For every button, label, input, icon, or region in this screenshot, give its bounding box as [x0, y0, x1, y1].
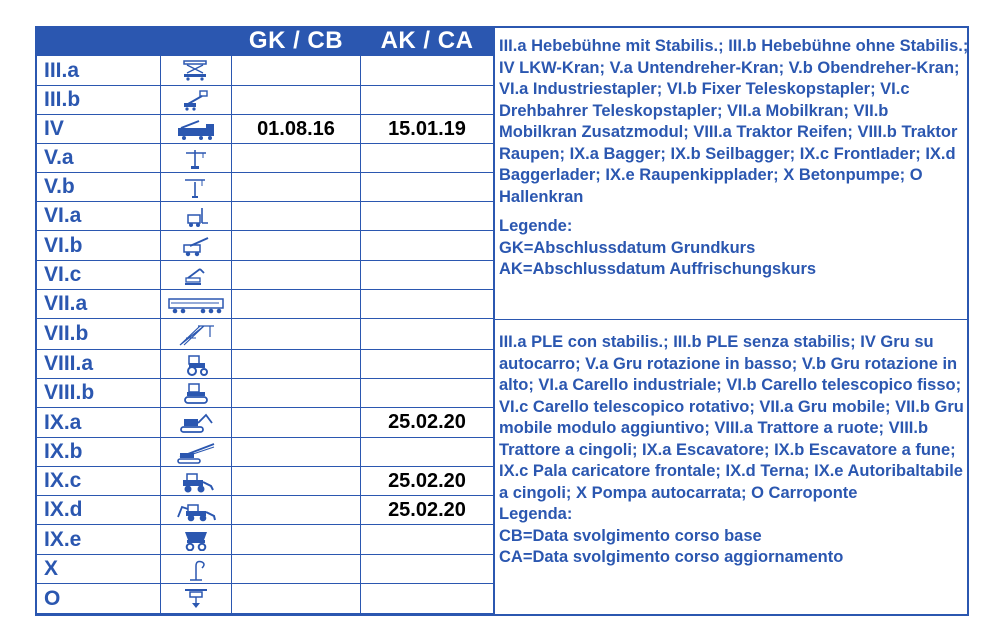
- italian-legend-title: Legenda:: [499, 505, 573, 523]
- ak-date: [361, 261, 494, 290]
- tower-crane-top-icon: [180, 176, 212, 199]
- ak-date: [361, 525, 494, 555]
- ak-date: [361, 231, 494, 261]
- ak-date: 15.01.19: [361, 115, 494, 144]
- category-code: O: [36, 584, 161, 614]
- table-row: [36, 231, 494, 261]
- category-code: IV: [36, 115, 161, 144]
- category-code: X: [36, 555, 161, 584]
- gk-date: [232, 173, 361, 202]
- category-icon-cell: [161, 584, 232, 614]
- ak-date: [361, 438, 494, 467]
- ak-date: 25.02.20: [361, 496, 494, 525]
- category-icon-cell: [161, 231, 232, 261]
- gk-date: [232, 438, 361, 467]
- category-icon-cell: [161, 56, 232, 86]
- table-row: [36, 467, 494, 496]
- ak-date: 25.02.20: [361, 408, 494, 438]
- category-code: VII.b: [36, 319, 161, 350]
- truck-crane-icon: [175, 118, 217, 141]
- header-ak-ca: AK / CA: [361, 27, 494, 56]
- category-code: III.a: [36, 56, 161, 86]
- german-info-panel: [495, 36, 969, 281]
- gk-date: [232, 202, 361, 231]
- wheel-tractor-icon: [180, 353, 212, 376]
- table-row: [36, 555, 494, 584]
- category-code: V.b: [36, 173, 161, 202]
- italian-legend-ca: CA=Data svolgimento corso aggiornamento: [499, 548, 844, 566]
- header-blank-category: [36, 27, 161, 56]
- front-loader-icon: [175, 470, 217, 493]
- gk-date: [232, 350, 361, 379]
- german-legend-title: Legende:: [499, 217, 573, 235]
- italian-legend-cb: CB=Data svolgimento corso base: [499, 526, 762, 545]
- header-blank-icon: [161, 27, 232, 56]
- cable-excavator-icon: [174, 441, 218, 464]
- tower-crane-low-icon: [180, 147, 212, 170]
- ak-date: [361, 350, 494, 379]
- ak-date: [361, 290, 494, 319]
- gk-date: [232, 467, 361, 496]
- category-icon-cell: [161, 261, 232, 290]
- gk-date: [232, 261, 361, 290]
- table-row: [36, 496, 494, 525]
- german-legend-ak: AK=Abschlussdatum Auffrischungskurs: [499, 260, 817, 278]
- ak-date: [361, 319, 494, 350]
- ak-date: [361, 56, 494, 86]
- ak-date: [361, 173, 494, 202]
- table-row: [36, 144, 494, 173]
- category-code: IX.e: [36, 525, 161, 555]
- table-row: [36, 56, 494, 86]
- rotating-telehandler-icon: [180, 264, 212, 287]
- table-row: [36, 379, 494, 408]
- category-icon-cell: [161, 467, 232, 496]
- table-row: [36, 319, 494, 350]
- ak-date: [361, 584, 494, 614]
- gk-date: [232, 379, 361, 408]
- telehandler-icon: [180, 234, 212, 257]
- table-row: [36, 350, 494, 379]
- category-code: III.b: [36, 86, 161, 115]
- category-icon-cell: [161, 496, 232, 525]
- ak-date: [361, 202, 494, 231]
- crawler-tractor-icon: [180, 382, 212, 405]
- category-icon-cell: [161, 319, 232, 350]
- category-code: VI.b: [36, 231, 161, 261]
- german-description: III.a Hebebühne mit Stabilis.; III.b Hebebühne ohne Stabilis.; IV LKW-Kran; V.a Untendreher-Kran; V.b Obendreher-Kran; VI.a Industriestapler; VI.b Fixer Teleskopstapler; VI.c Drehbahrer Teleskopstapler; VII.a Mobilkran; VII.b Mobilkran Zusatzmodul; VIII.a Traktor Reifen; VIII.b Traktor Raupen; IX.a Bagger; IX.b Seilbagger; IX.c Frontlader; IX.d Baggerlader; IX.e Raupenkipplader; X Betonpumpe; O Hallenkran: [499, 37, 969, 206]
- category-icon-cell: [161, 555, 232, 584]
- table-header-row: [36, 27, 494, 56]
- category-code: IX.a: [36, 408, 161, 438]
- concrete-pump-icon: [180, 558, 212, 581]
- ak-date: [361, 144, 494, 173]
- gk-date: [232, 584, 361, 614]
- category-icon-cell: [161, 86, 232, 115]
- gk-date: [232, 56, 361, 86]
- table-row: [36, 408, 494, 438]
- table-row: [36, 584, 494, 614]
- crawler-dumper-icon: [180, 528, 212, 551]
- category-code: IX.b: [36, 438, 161, 467]
- category-icon-cell: [161, 144, 232, 173]
- category-icon-cell: [161, 438, 232, 467]
- language-divider: [495, 319, 969, 320]
- table-row: [36, 173, 494, 202]
- gk-date: 01.08.16: [232, 115, 361, 144]
- table-row: [36, 115, 494, 144]
- gk-date: [232, 290, 361, 319]
- category-icon-cell: [161, 408, 232, 438]
- ak-date: 25.02.20: [361, 467, 494, 496]
- overhead-crane-icon: [180, 587, 212, 610]
- backhoe-loader-icon: [174, 499, 218, 522]
- category-icon-cell: [161, 290, 232, 319]
- ak-date: [361, 86, 494, 115]
- header-gk-cb: GK / CB: [232, 27, 361, 56]
- mobile-crane-icon: [167, 293, 225, 316]
- table-row: [36, 86, 494, 115]
- category-code: IX.d: [36, 496, 161, 525]
- category-icon-cell: [161, 379, 232, 408]
- category-icon-cell: [161, 525, 232, 555]
- gk-date: [232, 144, 361, 173]
- table-row: [36, 290, 494, 319]
- forklift-icon: [180, 205, 212, 228]
- table-row: [36, 261, 494, 290]
- qualification-table: [35, 26, 494, 614]
- table-row: [36, 525, 494, 555]
- category-code: VIII.a: [36, 350, 161, 379]
- italian-description: III.a PLE con stabilis.; III.b PLE senza stabilis; IV Gru su autocarro; V.a Gru rotazione in basso; V.b Gru rotazione in alto; VI.a Carello industriale; VI.b Carello telescopico fisso; VI.c Carello telescopico rotativo; VII.a Gru mobile; VII.b Gru mobile modulo aggiuntivo; VIII.a Trattore a ruote; VIII.b Trattore a cingoli; IX.a Escavatore; IX.b Escavatore a fune; IX.c Pala caricatore frontale; IX.d Terna; IX.e Autoribaltabile a cingoli; X Pompa autocarrata; O Carroponte: [499, 333, 964, 502]
- boom-lift-icon: [180, 89, 212, 112]
- category-icon-cell: [161, 202, 232, 231]
- german-legend-gk: GK=Abschlussdatum Grundkurs: [499, 238, 756, 257]
- scissor-lift-icon: [180, 59, 212, 82]
- category-code: VI.a: [36, 202, 161, 231]
- mobile-crane-module-icon: [174, 323, 218, 346]
- ak-date: [361, 379, 494, 408]
- category-code: V.a: [36, 144, 161, 173]
- gk-date: [232, 231, 361, 261]
- gk-date: [232, 86, 361, 115]
- gk-date: [232, 496, 361, 525]
- category-code: VIII.b: [36, 379, 161, 408]
- gk-date: [232, 408, 361, 438]
- gk-date: [232, 555, 361, 584]
- category-icon-cell: [161, 173, 232, 202]
- ak-date: [361, 555, 494, 584]
- gk-date: [232, 525, 361, 555]
- table-row: [36, 202, 494, 231]
- category-code: IX.c: [36, 467, 161, 496]
- category-icon-cell: [161, 350, 232, 379]
- category-icon-cell: [161, 115, 232, 144]
- table-row: [36, 438, 494, 467]
- category-code: VI.c: [36, 261, 161, 290]
- excavator-icon: [176, 411, 216, 434]
- gk-date: [232, 319, 361, 350]
- category-code: VII.a: [36, 290, 161, 319]
- italian-info-panel: [495, 332, 969, 569]
